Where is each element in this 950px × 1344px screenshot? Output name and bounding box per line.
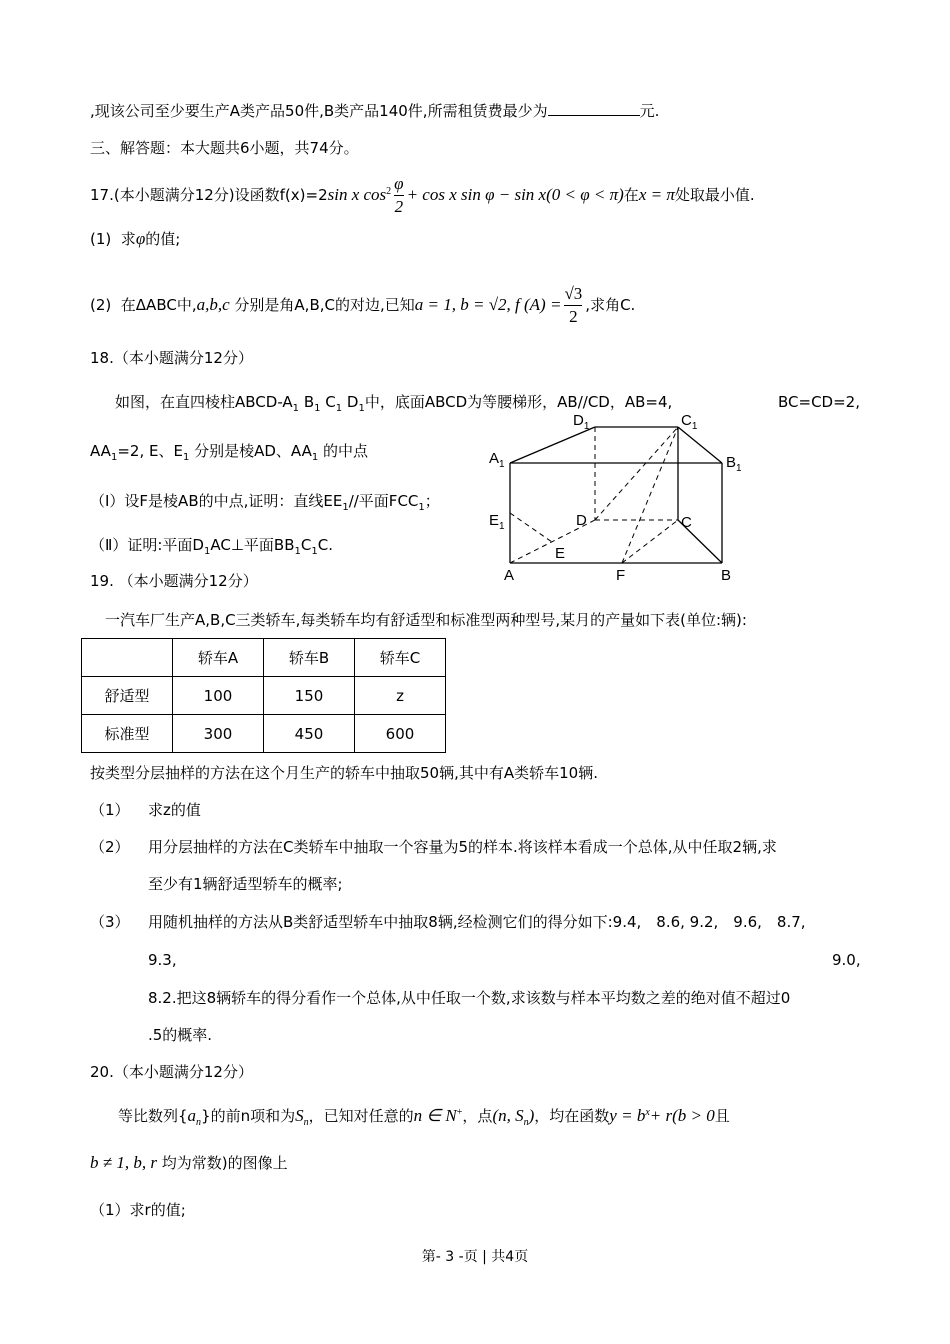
label-c1: $C_1$ <box>681 412 698 432</box>
section-title: 三、解答题：本大题共6小题，共74分。 <box>90 139 359 157</box>
q18-p1-c: ； <box>424 492 440 510</box>
prism-figure <box>485 408 755 588</box>
q20-l1-f: + r(b > 0 <box>649 1106 715 1125</box>
sub: 1 <box>110 452 118 463</box>
table-header-row <box>82 639 446 677</box>
q17-p2-cond: a = 1, b = √2, f (A) = <box>414 295 562 314</box>
q18-l1-b: B <box>303 393 315 411</box>
table-cell: 轿车B <box>264 639 355 677</box>
label-a1: $A_1$ <box>489 450 505 470</box>
label-b: B <box>721 567 732 584</box>
table-cell <box>82 639 173 677</box>
q17-tail: 处取最小值. <box>674 186 755 204</box>
q18-l1-a: 如图，在直四棱柱ABCD-A <box>115 393 293 411</box>
q19-p3-line2-right: 9.0, <box>832 951 861 969</box>
table-cell: 轿车A <box>173 639 264 677</box>
q17-lead: 17.(本小题满分12分)设函数f(x)=2 <box>90 186 328 204</box>
sub: 1 <box>292 403 300 414</box>
edge-c1-b1 <box>678 427 722 463</box>
q17-part2 <box>90 280 635 330</box>
q17-cond: x = π <box>638 185 675 204</box>
page-footer: 第- 3 -页 | 共4页 <box>421 1249 529 1265</box>
q17-p2-b: 分别是角A,B,C的对边,已知 <box>234 296 415 314</box>
q17-func-a: sin x cos <box>327 185 387 204</box>
table-cell: 100 <box>173 677 264 715</box>
q17-p2-frac-den: 2 <box>569 307 578 326</box>
q20-l1-d: ，点 <box>462 1107 493 1125</box>
q18-l2-c: 分别是棱AD、AA <box>194 442 312 460</box>
table-cell: z <box>355 677 446 715</box>
q18-p2-a: （Ⅱ）证明:平面D <box>90 536 204 554</box>
segment-d-c1 <box>595 427 678 520</box>
sub: 1 <box>204 546 211 557</box>
q19-p3-line2-left: 9.3, <box>148 951 177 969</box>
q19-intro: 一汽车厂生产A,B,C三类轿车,每类轿车均有舒适型和标准型两种型号,某月的产量如下表(单位:辆): <box>105 611 747 629</box>
intro-text: ,现该公司至少要生产A类产品50件,B类产品140件,所需租赁费最少为 <box>90 102 548 120</box>
q20-l1-plus: + <box>456 1107 463 1118</box>
q18-part1 <box>90 491 440 518</box>
table-row <box>82 715 446 753</box>
q20-l1-c: ，已知对任意的 <box>308 1107 414 1125</box>
segment-f-c1 <box>622 427 678 563</box>
q19-p1-text: 求z的值 <box>148 801 201 819</box>
q19-p3-line4: .5的概率. <box>148 1026 213 1044</box>
sub: 1 <box>342 502 349 513</box>
q18-l2-a: AA <box>90 442 111 460</box>
q17-stem <box>90 170 755 218</box>
table-row <box>82 677 446 715</box>
label-e1: $E_1$ <box>489 512 505 532</box>
q17-p2-tail: ,求角C. <box>585 296 636 314</box>
q17-p2-num: (2) <box>90 296 112 314</box>
table-cell: 300 <box>173 715 264 753</box>
label-f: F <box>616 567 626 584</box>
q20-l1-b: }的前n项和为 <box>201 1107 296 1125</box>
table-cell: 舒适型 <box>82 677 173 715</box>
q18-title: 18.（本小题满分12分） <box>90 349 253 367</box>
table-cell: 450 <box>264 715 355 753</box>
q19-p2-num: （2） <box>90 838 130 856</box>
sub: 1 <box>311 546 318 557</box>
q20-l2-b: 均为常数)的图像上 <box>161 1154 288 1172</box>
label-c: C <box>681 514 692 531</box>
sub: 1 <box>314 403 321 414</box>
q18-p2-b: AC⊥平面BB <box>210 536 295 554</box>
sub: 1 <box>335 403 343 414</box>
intro-unit: 元. <box>639 102 660 120</box>
q18-p1-a: （Ⅰ）设F是棱AB的中点,证明：直线EE <box>90 492 343 510</box>
production-table <box>81 638 446 753</box>
q17-p1-a: 求 <box>120 230 136 248</box>
label-e: E <box>555 545 566 562</box>
table-cell: 150 <box>264 677 355 715</box>
q20-l1-y: y = b <box>609 1106 646 1125</box>
q20-l1-cond: n ∈ N <box>413 1106 457 1125</box>
q17-mid: 在 <box>623 186 639 204</box>
q20-l1-e: ，均在函数 <box>534 1107 610 1125</box>
q19-p1-num: （1） <box>90 801 130 819</box>
label-d: D <box>576 512 587 529</box>
q20-line1 <box>118 1103 730 1133</box>
q19-p2-line1: 用分层抽样的方法在C类轿车中抽取一个容量为5的样本.将该样本看成一个总体,从中任取2辆,求 <box>148 838 777 856</box>
q18-p2-c: C <box>300 536 312 554</box>
answer-blank <box>548 101 640 116</box>
table-cell: 轿车C <box>355 639 446 677</box>
q17-part1 <box>90 229 180 249</box>
q20-l1-a: 等比数列{ <box>118 1107 188 1125</box>
q19-p3-line1: 用随机抽样的方法从B类舒适型轿车中抽取8辆,经检测它们的得分如下:9.4, 8.6, 9.2, 9.6, 8.7, <box>148 913 806 931</box>
q20-l1-pt2: ) <box>528 1106 535 1125</box>
q18-l1-d: D <box>346 393 359 411</box>
edge-a1-d1 <box>510 427 595 463</box>
q20-l1-pt: (n, S <box>492 1106 524 1125</box>
q17-frac-num: φ <box>394 173 403 196</box>
sub: 1 <box>418 502 425 513</box>
label-d1: $D_1$ <box>573 412 590 432</box>
sub: 1 <box>358 403 365 414</box>
q20-l1-an: a <box>187 1106 197 1125</box>
q18-l2-d: 的中点 <box>323 442 369 460</box>
q20-l1-x: x <box>645 1107 650 1118</box>
q18-l2-b: =2, E、E <box>117 442 183 460</box>
q17-p2-a: 在ΔABC中, <box>120 296 197 314</box>
segment-e1-e <box>510 513 552 542</box>
intro-line <box>90 101 659 121</box>
q19-title: 19. （本小题满分12分） <box>90 572 258 590</box>
q17-p1-num: (1) <box>90 230 112 248</box>
label-b1: $B_1$ <box>726 454 742 474</box>
q17-exp: 2 <box>386 186 392 197</box>
q20-line2 <box>90 1153 288 1173</box>
q18-line1-right: BC=CD=2, <box>778 393 860 411</box>
q18-l1-c: C <box>325 393 336 411</box>
q20-l2-a: b ≠ 1, b, r <box>90 1153 157 1172</box>
q17-p1-var: φ <box>135 229 146 248</box>
q19-p3-num: （3） <box>90 913 130 931</box>
q19-after-table: 按类型分层抽样的方法在这个月生产的轿车中抽取50辆,其中有A类轿车10辆. <box>90 764 598 782</box>
q17-p2-frac-num: √3 <box>564 283 582 306</box>
q20-l1-g: 且 <box>714 1107 730 1125</box>
segment-f-c <box>622 520 678 563</box>
q17-func-b: + cos x sin φ − sin x(0 < φ < π) <box>406 185 624 204</box>
sub: n <box>523 1117 529 1128</box>
sub: 1 <box>182 452 190 463</box>
q18-p1-b: //平面FCC <box>348 492 419 510</box>
q18-part2 <box>90 535 333 562</box>
label-a: A <box>504 567 515 584</box>
sub: n <box>303 1117 309 1128</box>
q18-p2-d: C. <box>317 536 333 554</box>
table-cell: 600 <box>355 715 446 753</box>
q20-title: 20.（本小题满分12分） <box>90 1063 253 1081</box>
q17-p1-b: 的值; <box>145 230 181 248</box>
sub: n <box>196 1117 202 1128</box>
q17-p2-vars: a,b,c <box>196 295 230 314</box>
q17-p2-frac <box>564 283 582 328</box>
q19-p3-line3: 8.2.把这8辆轿车的得分看作一个总体,从中任取一个数,求该数与样本平均数之差的绝对值不超过0 <box>148 989 791 1007</box>
sub: 1 <box>311 452 319 463</box>
q20-part1: （1）求r的值; <box>90 1201 186 1219</box>
q18-l1-e: 中，底面ABCD为等腰梯形，AB//CD，AB=4, <box>364 393 673 411</box>
q18-line2 <box>90 441 368 468</box>
q20-l1-sn: S <box>295 1106 304 1125</box>
table-cell: 标准型 <box>82 715 173 753</box>
q19-p2-line2: 至少有1辆舒适型轿车的概率; <box>148 875 343 893</box>
q17-frac-den: 2 <box>394 197 404 216</box>
q17-frac <box>394 173 403 218</box>
sub: 1 <box>294 546 301 557</box>
